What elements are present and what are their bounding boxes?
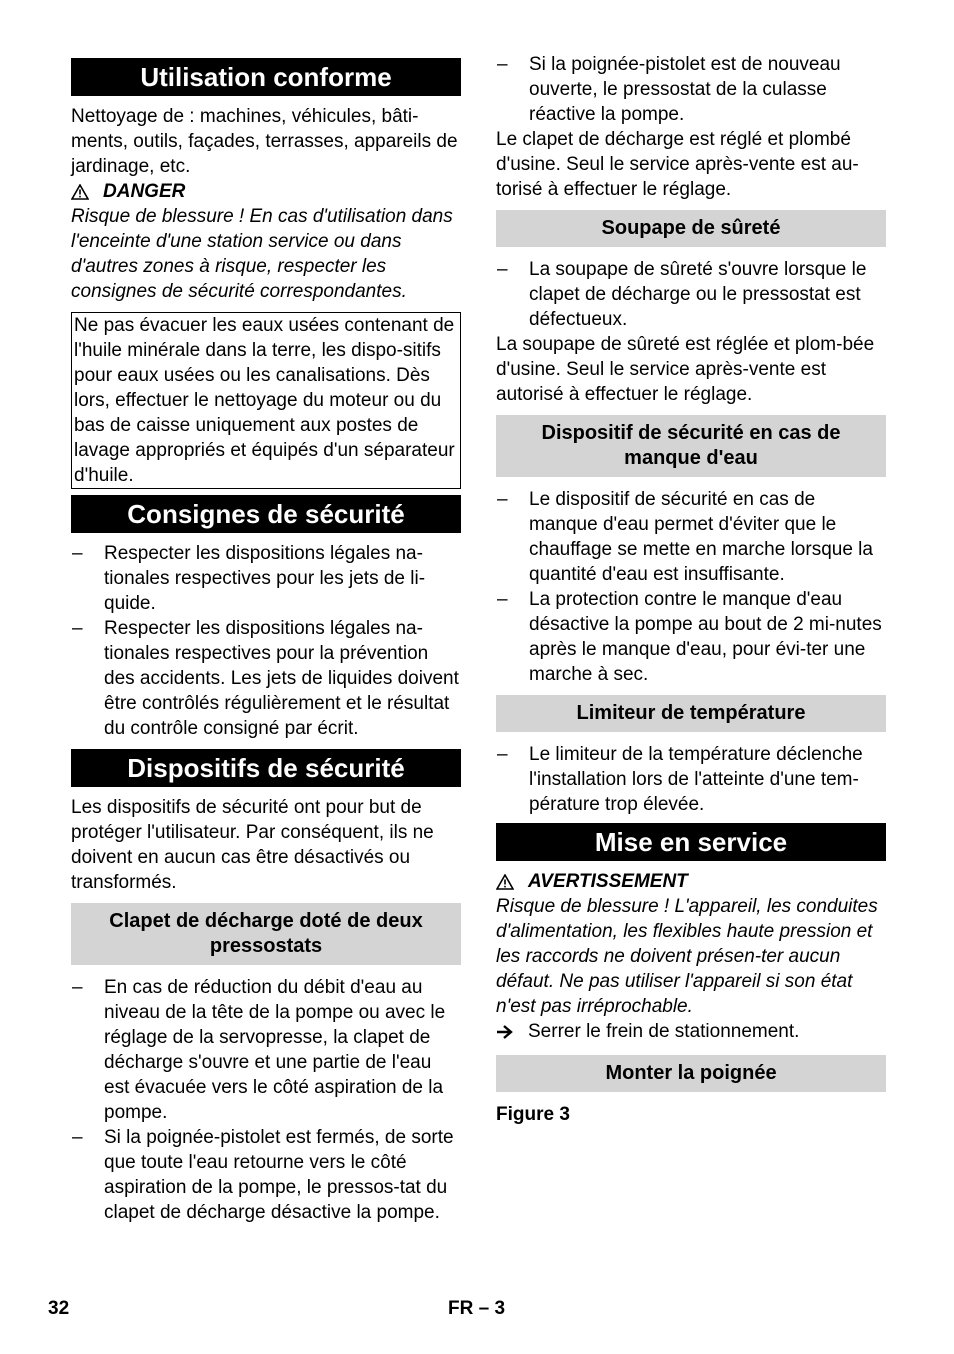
warning-heading [496,869,886,894]
heading-consignes-securite: Consignes de sécurité [71,495,461,533]
danger-label: DANGER [103,181,186,202]
danger-text: Risque de blessure ! En cas d'utilisation dans l'enceinte d'une station service ou dans d'autres zones à risque, respecter les consignes de sécurité correspondantes. [71,206,453,302]
list-item: – La soupape de sûreté s'ouvre lorsque le clapet de décharge ou le pressostat est défectueux. [497,259,867,330]
heading-clapet-decharge: Clapet de décharge doté de deux pressostats [71,903,461,965]
heading-manque-eau: Dispositif de sécurité en cas de manque d'eau [496,415,886,477]
heading-utilisation-conforme: Utilisation conforme [71,58,461,96]
list-item: – Le dispositif de sécurité en cas de manque d'eau permet d'éviter que le chauffage se mette en marche lorsque la quantité d'eau est insuffisante. [497,489,873,585]
right-column [496,52,886,1127]
heading-dispositifs-securite: Dispositifs de sécurité [71,749,461,787]
danger-heading [71,179,461,204]
heading-mise-en-service: Mise en service [496,823,886,861]
heading-limiteur-temperature: Limiteur de température [496,695,886,732]
heading-soupape-surete: Soupape de sûreté [496,210,886,247]
warning-triangle-icon [71,184,103,200]
warning-triangle-icon [496,874,528,890]
environment-notice-box [71,312,461,489]
list-item: – La protection contre le manque d'eau désactive la pompe au bout de 2 mi-nutes après le manque d'eau, pour évi-ter une marche à sec. [497,589,882,685]
list-item: – Respecter les dispositions légales na-tionales respectives pour les jets de li-quide. [72,543,426,614]
heading-monter-poignee: Monter la poignée [496,1055,886,1092]
list-item: – Le limiteur de la température déclenche l'installation lors de l'atteinte d'une tem-pérature trop élevée. [497,744,863,815]
clapet-note: Le clapet de décharge est réglé et plombé d'usine. Seul le service après-vente est au-torisé à effectuer le réglage. [496,129,859,200]
instruction-step [496,1019,886,1047]
section-label: FR – 3 [448,1298,506,1319]
figure-reference: Figure 3 [496,1104,570,1125]
warning-text: Risque de blessure ! L'appareil, les conduites d'alimentation, les flexibles haute pression et les raccords ne doivent présen-ter aucun défaut. Ne pas utiliser l'appareil si son état n'est pas irréprochable. [496,896,878,1017]
environment-notice-text: Ne pas évacuer les eaux usées contenant de l'huile minérale dans la terre, les dispo-sitifs pour eaux usées ou les canalisations. Dès lors, effectuer le nettoyage du moteur ou du bas de caisse uniquement aux postes de lavage appropriés et équipés d'un séparateur d'huile. [74,315,455,486]
safety-devices-intro: Les dispositifs de sécurité ont pour but de protéger l'utilisateur. Par conséquent, ils ne doivent en aucun cas être désactivés ou transformés. [71,797,434,893]
left-column [71,52,461,1225]
warning-label: AVERTISSEMENT [528,871,688,892]
list-item: – Respecter les dispositions légales na-tionales respectives pour la prévention des accidents. Les jets de liquides doivent être contrôlés régulièrement et le résultat du contrôle consigné par écrit. [72,618,459,739]
list-item: – Si la poignée-pistolet est de nouveau ouverte, le pressostat de la culasse réactive la pompe. [497,54,841,125]
step-text: Serrer le frein de stationnement. [528,1021,800,1042]
soupape-note: La soupape de sûreté est réglée et plom-bée d'usine. Seul le service après-vente est autorisé à effectuer le réglage. [496,334,875,405]
intro-paragraph: Nettoyage de : machines, véhicules, bâti-ments, outils, façades, terrasses, appareils de jardinage, etc. [71,106,458,177]
list-item: – En cas de réduction du débit d'eau au niveau de la tête de la pompe ou avec le réglage de la servopresse, la clapet de décharge s'ouvre et une partie de l'eau est évacuée vers le côté aspiration de la pompe. [72,977,446,1123]
list-item: – Si la poignée-pistolet est fermés, de sorte que toute l'eau retourne vers le côté aspiration de la pompe, le pressos-tat du clapet de décharge désactive la pompe. [72,1127,454,1223]
arrow-right-icon [496,1019,528,1047]
page-number: 32 [48,1298,70,1319]
